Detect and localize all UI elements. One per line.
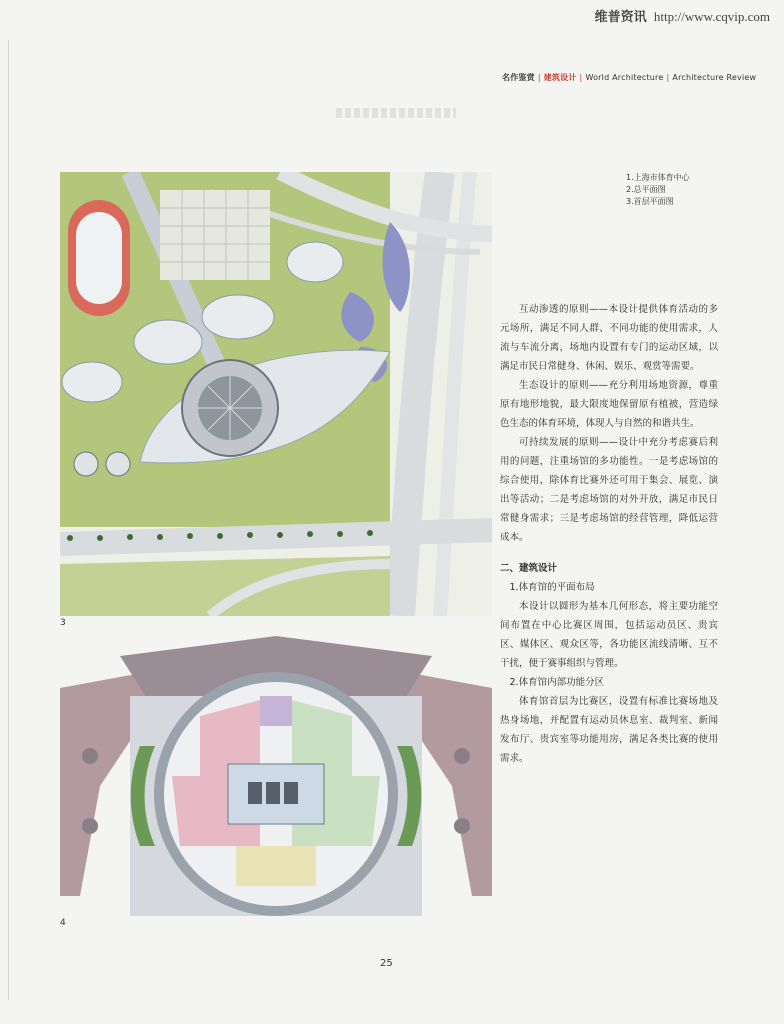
- paragraph-ecology-principle: 生态设计的原则——充分利用场地资源，尊重原有地形地貌，最大限度地保留原有植被，营造绿色生态的体育环境，体现人与自然的和谐共生。: [500, 380, 718, 429]
- paragraph-interaction-principle: 互动渗透的原则——本设计提供体育活动的多元场所，满足不同人群、不同功能的使用需求，人流与车流分离，场地内设置有专门的运动区域，以满足市民日常健身、休闲、娱乐、观赏等需要。: [500, 304, 718, 372]
- running-head-english-1: World Architecture: [585, 73, 664, 82]
- running-head-section: 名作鉴赏: [502, 73, 535, 82]
- paragraph-sustainability-principle: 可持续发展的原则——设计中充分考虑赛后利用的问题，注重场馆的多功能性。一是考虑场馆的综合使用，除体育比赛外还可用于集会、展览、演出等活动；二是考虑场馆的对外开放，满足市民日常健身需求；三是考虑场馆的经营管理，降低运营成本。: [500, 437, 718, 543]
- watermark: [595, 6, 770, 25]
- page-number: 25: [380, 958, 393, 969]
- caption-line-1: 1.上海市体育中心: [626, 173, 690, 182]
- subheading-floor-layout: 1.体育馆的平面布局: [509, 582, 595, 593]
- page-fold-line: [8, 40, 9, 1000]
- watermark-url: http://www.cqvip.com: [653, 9, 770, 24]
- article-body: [500, 300, 718, 768]
- running-head-english-2: Architecture Review: [672, 73, 757, 82]
- watermark-brand: 维普资讯: [594, 10, 647, 25]
- figure-caption: [626, 172, 690, 208]
- paragraph-floor-layout: 本设计以圆形为基本几何形态，将主要功能空间布置在中心比赛区周围，包括运动员区、贵宾区、媒体区、观众区等，各功能区流线清晰、互不干扰，便于赛事组织与管理。: [500, 601, 718, 669]
- site-plan-image: [60, 172, 492, 616]
- floor-plan-image: [60, 636, 492, 916]
- paragraph-functional-zoning: 体育馆首层为比赛区，设置有标准比赛场地及热身场地，并配置有运动员休息室、裁判室、新闻发布厅、贵宾室等功能用房，满足各类比赛的使用需求。: [500, 696, 718, 764]
- running-head: 名作鉴赏 | 建筑设计 | World Architecture | Architecture Review: [502, 73, 757, 82]
- caption-line-3: 3.首层平面图: [626, 197, 674, 206]
- running-head-category: 建筑设计: [543, 73, 577, 82]
- section-heading-architecture: 二、建筑设计: [500, 563, 558, 574]
- faded-show-through-text: [336, 108, 456, 118]
- subheading-functional-zoning: 2.体育馆内部功能分区: [509, 677, 605, 688]
- floor-plan-label: 4: [60, 918, 66, 928]
- caption-line-2: 2.总平面图: [626, 185, 666, 194]
- site-plan-label: 3: [60, 618, 66, 628]
